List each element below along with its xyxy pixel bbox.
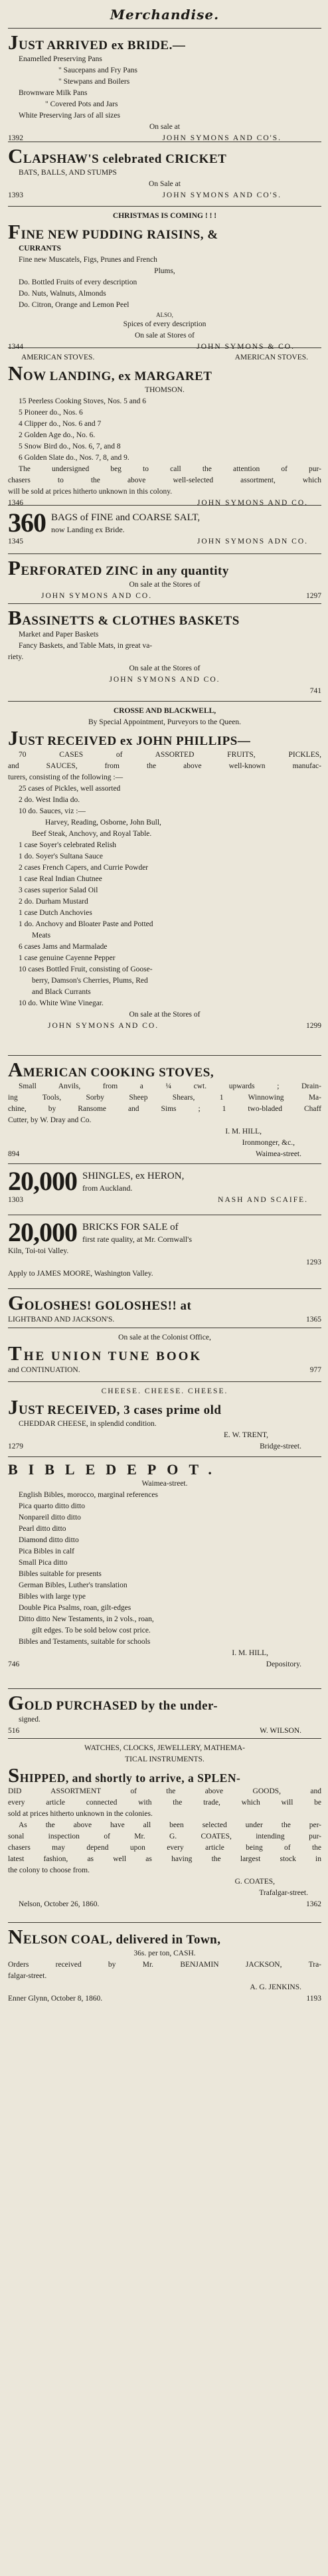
ad-number: 1362 [306, 1900, 321, 1908]
ad-topline: AMERICAN STOVES. [21, 353, 95, 361]
ad-number: 1344 [8, 343, 23, 351]
ad-line: On sale at Stores of [134, 332, 195, 340]
ad-paragraph-line: turers, consisting of the following :— [8, 773, 123, 781]
drop-letter: F [8, 220, 21, 243]
ad-line: On Sale at [149, 180, 181, 188]
divider [8, 206, 321, 207]
list-item: 10 cases Bottled Fruit, consisting of Goose- [19, 965, 153, 973]
ad-line: 5 Snow Bird do., Nos. 6, 7, and 8 [19, 443, 121, 450]
ad-headline: BAGS of FINE and COARSE SALT, [51, 512, 201, 523]
ad-number: 1293 [306, 1258, 321, 1266]
ad-footer [8, 190, 321, 201]
list-item: Diamond ditto ditto [19, 1536, 79, 1544]
ad-american-stoves-thomson [8, 352, 321, 507]
ad-footer [8, 1441, 321, 1452]
ad-paragraph-line: chasers may depend upon every article being of the [8, 1844, 321, 1852]
drop-letter: G [8, 1691, 25, 1714]
ad-headline: OLD PURCHASED by the under- [24, 1699, 218, 1713]
ad-big-number: 20,000 [8, 1166, 77, 1196]
list-item: 6 cases Jams and Marmalade [19, 943, 108, 951]
ad-paragraph-line: Small Anvils, from a ¼ cwt. upwards ; Drain- [19, 1082, 321, 1090]
ad-line: THOMSON. [145, 386, 185, 394]
ad-line: On sale at the Stores of [129, 581, 201, 589]
ad-line: from Auckland. [82, 1183, 133, 1193]
drop-letter: J [8, 1395, 19, 1419]
ad-line: Plums, [154, 267, 175, 275]
ad-headline: UST RECEIVED, 3 cases prime old [19, 1403, 222, 1417]
list-item: Pearl ditto ditto [19, 1525, 66, 1533]
ad-number: 1345 [8, 538, 23, 545]
ad-baskets [8, 608, 321, 697]
ad-headline: MERICAN COOKING STOVES, [23, 1066, 214, 1080]
ad-line: " Saucepans and Fry Pans [58, 66, 138, 74]
ad-line: Do. Bottled Fruits of every description [19, 278, 137, 286]
divider [8, 1456, 321, 1457]
ad-footer [8, 1993, 321, 2005]
ad-address: Waimea-street. [256, 1150, 301, 1158]
ad-headline: ASSINETTS & CLOTHES BASKETS [22, 614, 240, 628]
list-item: Ditto ditto New Testaments, in 2 vols., roan, [19, 1615, 154, 1623]
list-item: berry, Damson's Cherries, Plums, Red [32, 977, 148, 985]
ad-paragraph-line: sold at prices hitherto unknown in the colonies. [8, 1810, 153, 1818]
drop-letter: B [8, 606, 23, 629]
ad-seller: NASH AND SCAIFE. [218, 1196, 308, 1204]
divider [8, 28, 321, 29]
ad-line: On sale at [149, 123, 180, 131]
ad-line: On sale at the Stores of [129, 664, 201, 672]
ad-footer [8, 1314, 321, 1326]
ad-christmas-raisins [8, 211, 321, 351]
list-item: 1 case Soyer's celebrated Relish [19, 841, 117, 849]
list-item: 10 do. Sauces, viz :— [19, 807, 86, 815]
ad-line: ALSO, [156, 312, 173, 318]
ad-signer-name: G. COATES, [234, 1878, 275, 1886]
ad-line: Market and Paper Baskets [19, 631, 99, 639]
ad-line: By Special Appointment, Purveyors to the Queen. [88, 718, 241, 726]
ad-number: 1297 [306, 592, 321, 600]
list-item: 10 do. White Wine Vinegar. [19, 999, 104, 1007]
ad-line: signed. [19, 1716, 41, 1724]
ad-topline: CHRISTMAS IS COMING ! ! ! [112, 212, 217, 220]
divider [8, 1922, 321, 1923]
ad-paragraph-line: The undersigned beg to call the attention of pur- [19, 465, 321, 473]
ad-date: Enner Glynn, October 8, 1860. [8, 1995, 103, 2003]
ad-coates-watches [8, 1743, 321, 1918]
ad-seller: JOHN SYMONS AND CO'S. [162, 191, 282, 199]
ad-signer-name: A. G. JENKINS. [250, 1983, 301, 1991]
divider [8, 1381, 321, 1382]
ad-signer-name: I. M. HILL, [232, 1649, 268, 1657]
list-item: Bibles suitable for presents [19, 1570, 102, 1578]
divider [8, 1288, 321, 1289]
ad-line: 5 Pioneer do., Nos. 6 [19, 409, 83, 417]
drop-letter: S [8, 1763, 20, 1787]
ad-footer [8, 591, 321, 602]
list-item: Bibles and Testaments, suitable for schools [19, 1638, 151, 1646]
ad-seller: JOHN SYMONS ADN CO. [197, 538, 308, 545]
ad-line: 4 Clipper do., Nos. 6 and 7 [19, 420, 102, 428]
ad-line: Fine new Muscatels, Figs, Prunes and French [19, 256, 157, 264]
drop-letter: N [8, 361, 23, 385]
ad-headline: BIBLEDEPOT. [8, 1461, 222, 1478]
ad-paragraph-line: will be sold at prices hitherto unknown in this colony. [8, 488, 173, 496]
ad-line: Do. Nuts, Walnuts, Almonds [19, 290, 106, 298]
ad-number: 741 [309, 687, 321, 695]
ad-headline: SHINGLES, ex HERON, [82, 1171, 185, 1181]
drop-letter: J [8, 31, 19, 54]
list-item: Harvey, Reading, Osborne, John Bull, [45, 819, 161, 827]
ad-line: riety. [8, 653, 24, 661]
ad-line: first rate quality, at Mr. Cornwall's [82, 1235, 193, 1244]
ad-gold-purchased [8, 1693, 321, 1734]
list-item: Meats [32, 932, 51, 940]
ad-clapshaw-cricket [8, 146, 321, 202]
list-item: Pica quarto ditto ditto [19, 1502, 85, 1510]
ad-paragraph-line: 70 CASES of ASSORTED FRUITS, PICKLES, [19, 751, 321, 759]
ad-headline: ERFORATED ZINC in any quantity [21, 564, 229, 578]
ad-paragraph-line: and SAUCES, from the above well-known manufac- [8, 762, 321, 770]
ad-footer [8, 498, 321, 509]
ad-bride-preserving-pans [8, 31, 321, 142]
ad-bricks [8, 1219, 321, 1284]
ad-number: 1193 [306, 1995, 321, 2003]
list-item: Bibles with large type [19, 1593, 86, 1601]
divider [8, 553, 321, 554]
ad-bible-depot [8, 1461, 321, 1684]
list-item: 25 cases of Pickles, well assorted [19, 785, 121, 793]
list-item: German Bibles, Luther's translation [19, 1581, 127, 1589]
ad-paragraph-line: As the above have all been selected under the per- [19, 1821, 321, 1829]
ad-seller: JOHN SYMONS & CO. [197, 343, 295, 351]
ad-hill-cooking-stoves [8, 1060, 321, 1159]
ad-headline: HE UNION TUNE BOOK [23, 1349, 203, 1363]
ad-paragraph-line: sonal inspection of Mr. G. COATES, intending pur- [8, 1833, 321, 1840]
ad-topline: AMERICAN STOVES. [234, 353, 308, 361]
ad-paragraph-line: the colony to choose from. [8, 1866, 90, 1874]
ad-crosse-blackwell [8, 706, 321, 1051]
ad-paragraph-line: every article connected with the trade, which will be [8, 1799, 321, 1807]
list-item: 1 case genuine Cayenne Pepper [19, 954, 116, 962]
list-item: 2 do. Durham Mustard [19, 898, 88, 906]
ad-topline: TICAL INSTRUMENTS. [125, 1755, 205, 1763]
ad-shingles [8, 1168, 321, 1211]
ad-seller: JOHN SYMONS AND CO. [41, 592, 153, 600]
section-masthead: Merchandise. [110, 7, 220, 23]
ad-date: Nelson, October 26, 1860. [19, 1900, 100, 1908]
divider [8, 1738, 321, 1739]
ad-number: 1346 [8, 499, 23, 507]
ad-line: Waimea-street. [141, 1480, 188, 1488]
ad-seller: JOHN SYMONS AND CO. [48, 1022, 159, 1030]
ad-line: BATS, BALLS, AND STUMPS [19, 169, 117, 177]
ad-perforated-zinc [8, 558, 321, 599]
ad-number: 1393 [8, 191, 23, 199]
list-item: 1 do. Anchovy and Bloater Paste and Potted [19, 920, 153, 928]
ad-number: 746 [8, 1660, 20, 1668]
ad-line: 6 Golden Slate do., Nos. 7, 8, and 9. [19, 454, 129, 462]
ad-footer [8, 1726, 321, 1737]
ad-line: " Covered Pots and Jars [45, 100, 118, 108]
ad-line: CHEDDAR CHEESE, in splendid condition. [19, 1420, 157, 1428]
ad-line: Do. Citron, Orange and Lemon Peel [19, 301, 129, 309]
ad-signer-name: W. WILSON. [260, 1727, 301, 1735]
ad-number: 516 [8, 1727, 20, 1735]
divider [8, 1688, 321, 1689]
divider [8, 701, 321, 702]
list-item: 1 case Real Indian Chutnee [19, 875, 102, 883]
ad-paragraph-line: DID ASSORTMENT of the above GOODS, and [8, 1787, 321, 1795]
ad-line: Enamelled Preserving Pans [19, 55, 102, 63]
ad-number: 1392 [8, 134, 23, 142]
ad-line: and CONTINUATION. [8, 1366, 80, 1374]
ad-number: 1299 [306, 1022, 321, 1030]
ad-signer-name: I. M. HILL, [225, 1128, 262, 1136]
ad-line: Kiln, Toi-toi Valley. [8, 1247, 69, 1255]
ad-line: 36s. per ton, CASH. [133, 1949, 196, 1957]
ad-footer [8, 1021, 321, 1032]
list-item: Pica Bibles in calf [19, 1547, 74, 1555]
ad-headline: LAPSHAW'S celebrated CRICKET [23, 152, 227, 166]
drop-letter: N [8, 1925, 23, 1948]
list-item: Nonpareil ditto ditto [19, 1514, 81, 1522]
ad-nelson-coal [8, 1927, 321, 2005]
ad-big-number: 360 [8, 508, 46, 538]
ad-number: 894 [8, 1150, 20, 1158]
ad-line: On sale at the Colonist Office, [118, 1334, 211, 1341]
list-item: Small Pica ditto [19, 1559, 68, 1567]
ad-line: Fancy Baskets, and Table Mats, in great va- [19, 642, 153, 650]
ad-signer-title: Ironmonger, &c., [242, 1139, 295, 1147]
ad-footer [8, 1149, 321, 1160]
ad-footer [8, 1659, 321, 1670]
ad-footer [8, 1195, 321, 1206]
ad-number: 1365 [306, 1316, 321, 1324]
ad-line: now Landing ex Bride. [51, 525, 125, 534]
ad-number: 1279 [8, 1442, 23, 1450]
ad-line: LIGHTBAND AND JACKSON'S. [8, 1316, 115, 1324]
ad-headline: HIPPED, and shortly to arrive, a SPLEN- [19, 1771, 241, 1785]
ad-paragraph-line: latest fashion, as well as having the largest stock in [8, 1855, 321, 1863]
ad-paragraph-line: Cutter, by W. Dray and Co. [8, 1116, 92, 1124]
ad-number: 1303 [8, 1196, 23, 1204]
list-item: and Black Currants [32, 988, 91, 996]
list-item: 1 case Dutch Anchovies [19, 909, 92, 917]
ad-signer-name: E. W. TRENT, [224, 1431, 268, 1439]
ad-line: White Preserving Jars of all sizes [19, 112, 120, 120]
drop-letter: C [8, 144, 23, 167]
ad-headline: INE NEW PUDDING RAISINS, & [21, 228, 218, 242]
ad-line: Spices of every description [123, 320, 206, 328]
drop-letter: P [8, 556, 21, 579]
ad-footer [8, 1899, 321, 1910]
list-item: 1 do. Soyer's Sultana Sauce [19, 852, 103, 860]
ad-line: falgar-street. [8, 1972, 47, 1980]
ad-line: On sale at the Stores of [129, 1011, 201, 1019]
ad-line: Apply to JAMES MOORE, Washington Valley. [8, 1270, 153, 1278]
ad-seller: JOHN SYMONS AND CO'S. [162, 134, 282, 142]
ad-union-tune-book [8, 1332, 321, 1377]
divider [8, 603, 321, 604]
ad-line: 15 Peerless Cooking Stoves, Nos. 5 and 6 [19, 397, 146, 405]
list-item: 3 cases superior Salad Oil [19, 886, 98, 894]
divider [8, 1163, 321, 1164]
ad-line: " Stewpans and Boilers [58, 78, 130, 86]
ad-line: CURRANTS [19, 245, 61, 252]
ad-big-number: 20,000 [8, 1217, 77, 1247]
ad-line: 2 Golden Age do., No. 6. [19, 431, 96, 439]
ad-headline: UST ARRIVED ex BRIDE.— [19, 39, 186, 52]
list-item: 2 cases French Capers, and Currie Powder [19, 864, 149, 872]
ad-topline: CROSSE AND BLACKWELL, [113, 707, 216, 715]
ad-address: Trafalgar-street. [259, 1889, 308, 1897]
ad-paragraph-line: chine, by Ransome and Sims ; 1 two-bladed Chaff [8, 1105, 321, 1113]
ad-paragraph-line: ing Tools, Sorby Sheep Shears, 1 Winnowing Ma- [8, 1094, 321, 1102]
ad-footer [8, 133, 321, 144]
ad-headline: ELSON COAL, delivered in Town, [23, 1933, 221, 1947]
list-item: gilt edges. To be sold below cost price. [32, 1627, 151, 1635]
ad-headline: BRICKS FOR SALE of [82, 1222, 179, 1233]
drop-letter: A [8, 1058, 23, 1081]
ad-headline: UST RECEIVED ex JOHN PHILLIPS— [19, 734, 251, 748]
ad-address: Bridge-street. [260, 1442, 301, 1450]
ad-number: 977 [309, 1366, 321, 1374]
ad-line: Brownware Milk Pans [19, 89, 88, 97]
list-item: Beef Steak, Anchovy, and Royal Table. [32, 830, 152, 838]
ad-seller: JOHN SYMONS AND CO. [109, 676, 220, 684]
ad-topline: CHEESE. CHEESE. CHEESE. [101, 1387, 228, 1395]
drop-letter: J [8, 726, 19, 749]
drop-letter: T [8, 1341, 24, 1365]
ad-role: Depository. [266, 1660, 301, 1668]
list-item: 2 do. West India do. [19, 796, 80, 804]
ad-footer [8, 1365, 321, 1376]
ad-line: Orders received by Mr. BENJAMIN JACKSON, Tra- [8, 1961, 321, 1969]
ad-headline: OLOSHES! GOLOSHES!! at [24, 1299, 192, 1313]
ad-paragraph-line: chasers to the above well-selected assortment, which [8, 476, 321, 484]
list-item: English Bibles, morocco, marginal references [19, 1491, 158, 1499]
list-item: Double Pica Psalms, roan, gilt-edges [19, 1604, 131, 1612]
ad-seller: JOHN SYMONS AND CO. [197, 499, 308, 507]
ad-salt [8, 510, 321, 549]
ad-topline: WATCHES, CLOCKS, JEWELLERY, MATHEMA- [84, 1744, 245, 1752]
ad-goloshes [8, 1293, 321, 1324]
ad-cheddar-cheese [8, 1386, 321, 1452]
divider [8, 1055, 321, 1056]
drop-letter: G [8, 1291, 25, 1314]
ad-footer [8, 536, 321, 547]
ad-headline: OW LANDING, ex MARGARET [23, 369, 212, 383]
